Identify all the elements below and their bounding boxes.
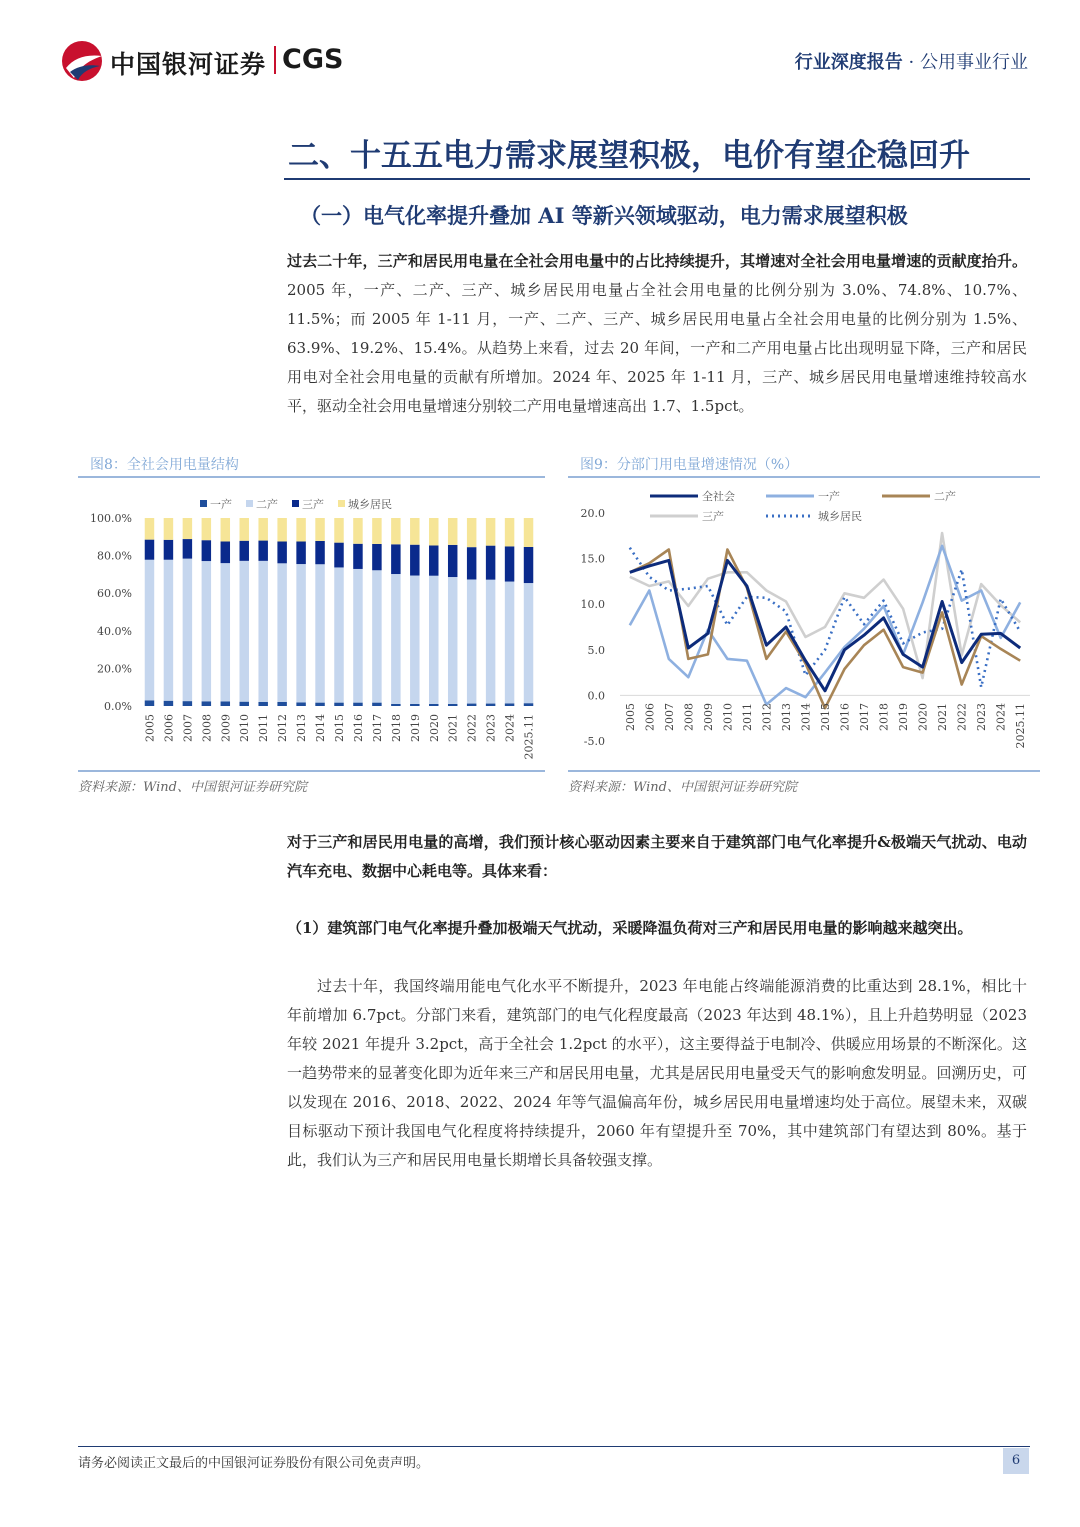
bar-segment bbox=[429, 518, 438, 545]
x-tick-label: 2013 bbox=[779, 703, 793, 731]
x-tick-label: 2007 bbox=[181, 714, 195, 742]
bar-segment bbox=[296, 564, 305, 702]
legend-swatch bbox=[338, 500, 345, 507]
figure-9-source: 资料来源：Wind、中国银河证券研究院 bbox=[568, 780, 797, 795]
bar-segment bbox=[524, 703, 533, 706]
bar-segment bbox=[183, 701, 192, 706]
x-tick-label: 2024 bbox=[994, 703, 1008, 731]
legend-label: 城乡居民 bbox=[818, 510, 862, 523]
figure-9-top-rule bbox=[568, 476, 1040, 478]
series-line-城乡居民 bbox=[630, 548, 1020, 688]
figure-8-bottom-rule bbox=[78, 770, 545, 772]
legend-label: 二产 bbox=[934, 490, 956, 503]
x-tick-label: 2020 bbox=[427, 714, 441, 742]
legend-label: 城乡居民 bbox=[348, 498, 392, 511]
figure-8-top-rule bbox=[78, 476, 545, 478]
x-tick-label: 2022 bbox=[955, 703, 969, 731]
x-tick-label: 2015 bbox=[819, 703, 832, 731]
bar-segment bbox=[258, 541, 267, 561]
bar-segment bbox=[221, 563, 230, 701]
y-tick-label: 5.0 bbox=[587, 643, 605, 657]
page-number: 6 bbox=[1003, 1448, 1029, 1474]
paragraph-2-bold: 对于三产和居民用电量的高增，我们预计核心驱动因素主要来自于建筑部门电气化率提升&极端天气扰动、电动汽车充电、数据中心耗电等。具体来看： bbox=[287, 833, 1027, 880]
y-tick-label: 20.0% bbox=[97, 662, 132, 676]
bar-segment bbox=[410, 545, 419, 576]
legend-label: 一产 bbox=[818, 490, 840, 503]
legend-swatch bbox=[200, 500, 207, 507]
bar-segment bbox=[524, 547, 533, 583]
bar-segment bbox=[296, 518, 305, 542]
bar-segment bbox=[277, 702, 286, 706]
x-tick-label: 2012 bbox=[760, 703, 774, 731]
x-tick-label: 2007 bbox=[662, 703, 676, 731]
bar-segment bbox=[315, 541, 324, 564]
bar-segment bbox=[221, 542, 230, 564]
y-tick-label: 0.0 bbox=[587, 689, 605, 703]
legend-label: 二产 bbox=[256, 498, 278, 511]
bar-segment bbox=[486, 580, 495, 704]
bar-segment bbox=[391, 704, 400, 706]
legend-swatch bbox=[246, 500, 253, 507]
bar-segment bbox=[221, 518, 230, 542]
logo-en-text: CGS bbox=[282, 44, 344, 75]
x-tick-label: 2006 bbox=[162, 714, 176, 742]
x-tick-label: 2012 bbox=[276, 714, 290, 742]
x-tick-label: 2017 bbox=[370, 714, 384, 742]
bar-segment bbox=[202, 518, 211, 540]
legend-label: 一产 bbox=[210, 498, 232, 511]
industry-label: 公用事业行业 bbox=[920, 52, 1028, 73]
figure-8-title: 图8：全社会用电量结构 bbox=[90, 457, 239, 473]
legend-swatch bbox=[292, 500, 299, 507]
x-tick-label: 2014 bbox=[314, 714, 328, 742]
bar-segment bbox=[372, 518, 381, 544]
x-tick-label: 2008 bbox=[682, 703, 696, 731]
bar-segment bbox=[486, 518, 495, 546]
x-tick-label: 2018 bbox=[877, 703, 891, 731]
bar-segment bbox=[524, 518, 533, 547]
bar-segment bbox=[467, 547, 476, 579]
bar-segment bbox=[296, 702, 305, 706]
logo-mark-icon bbox=[60, 38, 106, 84]
paragraph-1-bold: 过去二十年，三产和居民用电量在全社会用电量中的占比持续提升，其增速对全社会用电量增速的贡献度抬升。 bbox=[287, 252, 1027, 270]
x-tick-label: 2023 bbox=[975, 703, 989, 731]
figure-9-chart bbox=[568, 480, 1040, 768]
bar-segment bbox=[145, 700, 154, 706]
bar-segment bbox=[467, 518, 476, 547]
bar-segment bbox=[334, 543, 343, 568]
y-tick-label: 0.0% bbox=[104, 700, 132, 713]
report-type-header bbox=[795, 48, 1028, 74]
y-tick-label: 40.0% bbox=[97, 624, 132, 638]
bar-segment bbox=[145, 518, 154, 540]
x-tick-label: 2021 bbox=[446, 714, 460, 742]
figure-9-title: 图9：分部门用电量增速情况（%） bbox=[580, 457, 799, 473]
bar-segment bbox=[410, 704, 419, 706]
x-tick-label: 2020 bbox=[916, 703, 930, 731]
section-title: 二、十五五电力需求展望积极，电价有望企稳回升 bbox=[288, 138, 970, 174]
x-tick-label: 2022 bbox=[465, 714, 479, 742]
y-tick-label: 15.0 bbox=[580, 552, 605, 566]
bar-segment bbox=[372, 544, 381, 570]
subsection-title: （一）电气化率提升叠加 AI 等新兴领域驱动，电力需求展望积极 bbox=[300, 203, 908, 228]
paragraph-1-text: 2005 年，一产、二产、三产、城乡居民用电量占全社会用电量的比例分别为 3.0%、74.8%、10.7%、11.5%；而 2005 年 1-11 月，一产、二产、三产、城乡居民用电量占全社会用电量的比例分别为 1.5%、63.9%、19.2%、15.4%。从趋势上来看，过去 20 年间，一产和二产用电量占比出现明显下降，三产和居民用电对全社会用电量的贡献有所增加。2024 年、2025 年 1-11 月，三产、城乡居民用电量增速维持较高水平，驱动全社会用电量增速分别较二产用电量增速高出 1.7、1.5pct。 bbox=[287, 281, 1027, 415]
x-tick-label: 2010 bbox=[721, 703, 735, 731]
bar-segment bbox=[315, 564, 324, 702]
bar-segment bbox=[410, 518, 419, 545]
y-tick-label: 80.0% bbox=[97, 549, 132, 563]
y-tick-label: 10.0 bbox=[580, 598, 605, 612]
x-tick-label: 2014 bbox=[799, 703, 813, 731]
bar-segment bbox=[467, 579, 476, 703]
bar-segment bbox=[183, 518, 192, 539]
bar-segment bbox=[429, 704, 438, 706]
bar-segment bbox=[164, 518, 173, 540]
paragraph-3 bbox=[287, 914, 1027, 943]
bar-segment bbox=[145, 540, 154, 560]
x-tick-label: 2008 bbox=[200, 714, 214, 742]
x-tick-label: 2006 bbox=[643, 703, 657, 731]
y-tick-label: 20.0 bbox=[580, 507, 605, 520]
logo-separator bbox=[274, 46, 276, 74]
paragraph-2 bbox=[287, 828, 1027, 886]
bar-segment bbox=[353, 703, 362, 706]
x-tick-label: 2024 bbox=[503, 714, 517, 742]
bar-segment bbox=[258, 518, 267, 541]
bar-segment bbox=[183, 539, 192, 559]
bar-segment bbox=[240, 561, 249, 702]
legend-label: 全社会 bbox=[702, 490, 735, 503]
bar-segment bbox=[240, 518, 249, 541]
x-tick-label: 2023 bbox=[484, 714, 498, 742]
bar-segment bbox=[277, 542, 286, 564]
bar-segment bbox=[353, 544, 362, 569]
x-tick-label: 2018 bbox=[389, 714, 403, 742]
footer-rule bbox=[78, 1446, 1030, 1447]
bar-segment bbox=[164, 540, 173, 560]
bar-segment bbox=[448, 545, 457, 577]
x-tick-label: 2016 bbox=[351, 714, 365, 742]
x-tick-label: 2010 bbox=[238, 714, 252, 742]
section-title-rule bbox=[284, 178, 1030, 180]
bar-segment bbox=[467, 704, 476, 706]
x-tick-label: 2025.11 bbox=[522, 714, 536, 760]
bar-segment bbox=[277, 563, 286, 702]
y-tick-label: 100.0% bbox=[90, 512, 132, 525]
bar-segment bbox=[315, 518, 324, 541]
bar-segment bbox=[258, 702, 267, 706]
bar-segment bbox=[353, 518, 362, 544]
bar-segment bbox=[429, 545, 438, 575]
bar-segment bbox=[315, 703, 324, 706]
bar-segment bbox=[372, 570, 381, 702]
bar-segment bbox=[334, 518, 343, 543]
bar-segment bbox=[240, 702, 249, 706]
bar-segment bbox=[524, 583, 533, 703]
x-tick-label: 2011 bbox=[740, 703, 754, 731]
bar-segment bbox=[334, 703, 343, 706]
bar-segment bbox=[202, 540, 211, 561]
bar-segment bbox=[202, 701, 211, 706]
bar-segment bbox=[505, 546, 514, 581]
x-tick-label: 2011 bbox=[257, 714, 271, 742]
bar-segment bbox=[429, 576, 438, 704]
paragraph-4: 过去十年，我国终端用能电气化水平不断提升，2023 年电能占终端能源消费的比重达到 28.1%，相比十年前增加 6.7pct。分部门来看，建筑部门的电气化程度最高（2023 年达到 48.1%），且上升趋势明显（2023 年较 2021 年提升 3.2pct，高于全社会 1.2pct 的水平），这主要得益于电制冷、供暖应用场景的不断深化。这一趋势带来的显著变化即为近年来三产和居民用电量，尤其是居民用电量受天气的影响愈发明显。回溯历史，可以发现在 2016、2018、2022、2024 年等气温偏高年份，城乡居民用电量增速均处于高位。展望未来，双碳目标驱动下预计我国电气化程度将持续提升，2060 年有望提升至 70%，其中建筑部门有望达到 80%。基于此，我们认为三产和居民用电量长期增长具备较强支撑。 bbox=[287, 977, 1027, 1169]
x-tick-label: 2019 bbox=[408, 714, 422, 742]
x-tick-label: 2016 bbox=[838, 703, 852, 731]
x-tick-label: 2005 bbox=[143, 714, 157, 742]
figure-8-source: 资料来源：Wind、中国银河证券研究院 bbox=[78, 780, 307, 795]
bar-segment bbox=[164, 701, 173, 706]
figure-9-bottom-rule bbox=[568, 770, 1040, 772]
bar-segment bbox=[372, 703, 381, 706]
y-tick-label: 60.0% bbox=[97, 587, 132, 601]
bar-segment bbox=[410, 576, 419, 704]
bar-segment bbox=[391, 544, 400, 574]
bar-segment bbox=[505, 582, 514, 704]
bar-segment bbox=[505, 703, 514, 706]
bar-segment bbox=[145, 560, 154, 701]
bar-segment bbox=[334, 567, 343, 702]
bar-segment bbox=[296, 542, 305, 565]
bar-segment bbox=[277, 518, 286, 542]
x-tick-label: 2013 bbox=[295, 714, 309, 742]
x-tick-label: 2015 bbox=[333, 714, 346, 742]
company-logo bbox=[60, 38, 360, 84]
bar-segment bbox=[391, 518, 400, 544]
bar-segment bbox=[486, 704, 495, 706]
y-tick-label: -5.0 bbox=[583, 735, 605, 748]
legend-label: 三产 bbox=[302, 498, 324, 511]
logo-cn-text: 中国银河证券 bbox=[110, 50, 267, 79]
bar-segment bbox=[505, 518, 514, 546]
bar-segment bbox=[202, 561, 211, 701]
x-tick-label: 2017 bbox=[858, 703, 872, 731]
bar-segment bbox=[448, 704, 457, 706]
header-separator: · bbox=[908, 52, 915, 73]
x-tick-label: 2021 bbox=[936, 703, 950, 731]
x-tick-label: 2025.11 bbox=[1014, 703, 1028, 749]
bar-segment bbox=[183, 559, 192, 702]
bar-segment bbox=[221, 701, 230, 706]
paragraph-1 bbox=[287, 247, 1027, 421]
bar-segment bbox=[391, 574, 400, 704]
report-type-label: 行业深度报告 bbox=[794, 52, 903, 73]
legend-label: 三产 bbox=[702, 510, 724, 523]
bar-segment bbox=[240, 541, 249, 561]
bar-segment bbox=[164, 560, 173, 701]
footer-disclaimer: 请务必阅读正文最后的中国银河证券股份有限公司免责声明。 bbox=[78, 1456, 430, 1471]
bar-segment bbox=[486, 546, 495, 580]
figure-8-chart bbox=[78, 480, 545, 768]
x-tick-label: 2009 bbox=[219, 714, 233, 742]
bar-segment bbox=[448, 577, 457, 704]
paragraph-3-bold: （1）建筑部门电气化率提升叠加极端天气扰动，采暖降温负荷对三产和居民用电量的影响越来越突出。 bbox=[287, 919, 973, 937]
x-tick-label: 2019 bbox=[897, 703, 911, 731]
bar-segment bbox=[258, 561, 267, 702]
bar-segment bbox=[353, 569, 362, 703]
x-tick-label: 2005 bbox=[623, 703, 637, 731]
bar-segment bbox=[448, 518, 457, 545]
x-tick-label: 2009 bbox=[701, 703, 715, 731]
